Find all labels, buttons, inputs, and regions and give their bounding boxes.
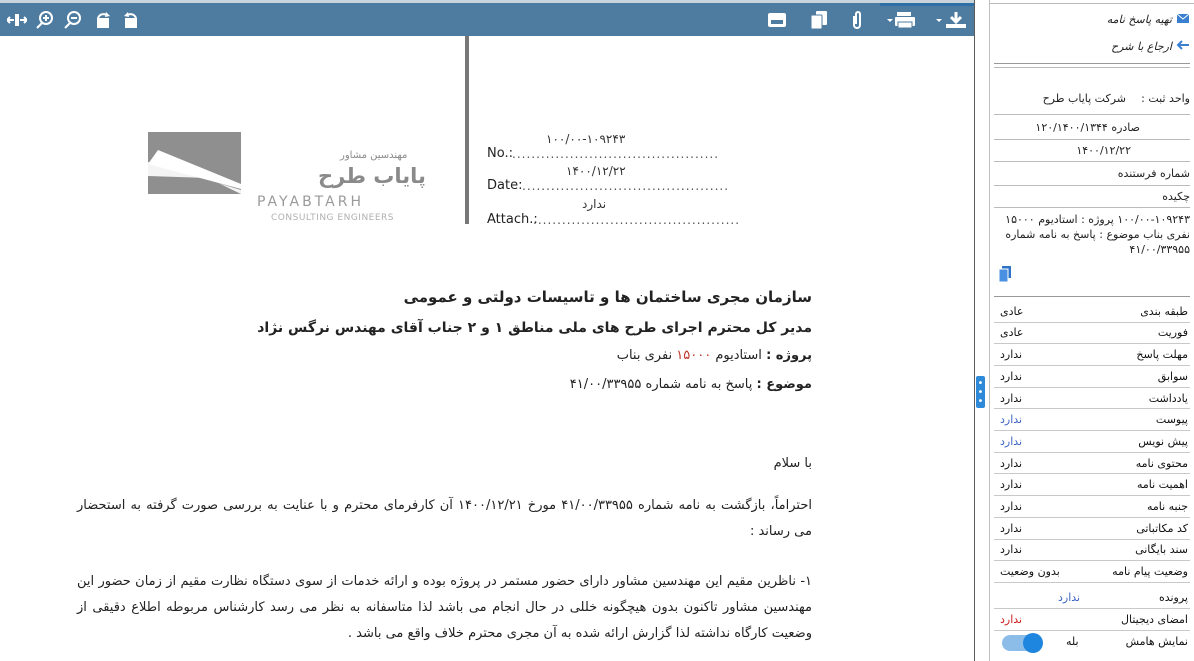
attach-label: Attach.: bbox=[487, 212, 538, 227]
property-row[interactable] bbox=[994, 301, 1190, 323]
property-value: ندارد bbox=[1000, 369, 1023, 383]
margin-value: بله bbox=[1066, 635, 1079, 649]
date-label: Date: bbox=[487, 178, 523, 193]
property-row[interactable] bbox=[994, 453, 1190, 475]
property-row[interactable] bbox=[994, 366, 1190, 388]
property-row[interactable] bbox=[994, 561, 1190, 583]
company-logo-mark bbox=[148, 132, 241, 194]
margin-label: نمایش هامش bbox=[1125, 635, 1188, 649]
letter-page bbox=[0, 36, 975, 661]
attach-value: ندارد bbox=[582, 197, 607, 211]
unit-label: واحد ثبت : bbox=[1141, 92, 1190, 105]
print-preview-icon[interactable] bbox=[765, 7, 789, 33]
property-label: محتوی نامه bbox=[1135, 456, 1188, 470]
paragraph-2: ۱- ناظرین مقیم این مهندسین مشاور دارای حضور مستمر در پروژه بوده و ارائه خدمات از سوی دستگاه نظارت مقیم از زمان حضور این مهندسین مشاور تاکنون بدون هیچگونه خللی در حال انجام می باشد لذا متاسفانه به نظر می رسد کارشناس مربوطه اطلاع دقیقی از وضعیت کارگاه نداشته لذا گزارش ارائه شده به آن مجری محترم خلاف واقع می باشد . bbox=[77, 574, 812, 641]
rotate-right-icon[interactable] bbox=[92, 7, 114, 33]
property-value: بدون وضعیت bbox=[1000, 565, 1060, 579]
refer-arrow-icon bbox=[1176, 40, 1190, 53]
property-label: اهمیت نامه bbox=[1136, 478, 1188, 492]
property-label: جنبه نامه bbox=[1146, 500, 1188, 514]
property-label: وضعیت پیام نامه bbox=[1112, 565, 1188, 579]
property-value: عادی bbox=[1000, 304, 1024, 318]
project-text: استادیوم bbox=[715, 348, 762, 363]
addressee-line: سازمان مجری ساختمان ها و تاسیسات دولتی و عمومی bbox=[403, 288, 812, 306]
unit-value: شرکت پایاب طرح bbox=[1042, 92, 1126, 105]
property-value: عادی bbox=[1000, 326, 1024, 340]
property-label: یادداشت bbox=[1148, 391, 1188, 405]
divider bbox=[994, 207, 1190, 208]
property-row[interactable] bbox=[994, 518, 1190, 540]
property-row[interactable] bbox=[994, 496, 1190, 518]
document-icon[interactable] bbox=[999, 266, 1011, 286]
property-label: سوابق bbox=[1157, 369, 1188, 383]
header-divider bbox=[465, 36, 469, 224]
property-row[interactable] bbox=[994, 410, 1190, 432]
viewer-toolbar bbox=[0, 0, 975, 36]
property-row[interactable] bbox=[994, 344, 1190, 366]
refer-label: ارجاع با شرح bbox=[1111, 40, 1172, 53]
copy-icon[interactable] bbox=[808, 7, 830, 33]
divider bbox=[994, 63, 1190, 64]
logo-text-fa-small: مهندسین مشاور bbox=[340, 150, 408, 161]
rotate-left-icon[interactable] bbox=[120, 7, 142, 33]
signature-label: امضای دیجیتال bbox=[1121, 612, 1188, 626]
folder-value[interactable]: ندارد bbox=[1058, 590, 1081, 604]
reply-icon bbox=[1176, 12, 1190, 27]
project-number: ۱۵۰۰۰ bbox=[676, 348, 712, 363]
property-value: ندارد bbox=[1000, 521, 1023, 535]
property-row[interactable] bbox=[994, 540, 1190, 562]
number-value: ۱۰۰/۰۰-۱۰۹۲۴۳ bbox=[546, 132, 626, 146]
date-dots: ........................................... bbox=[522, 179, 730, 193]
property-row[interactable] bbox=[994, 431, 1190, 453]
property-value: ندارد bbox=[1000, 348, 1023, 362]
divider bbox=[994, 67, 1190, 68]
number-dots: ........................................... bbox=[512, 147, 720, 161]
sender-number-label: شماره فرستنده bbox=[1117, 167, 1190, 180]
splitter-handle-icon[interactable]: • • • bbox=[977, 378, 984, 407]
subject-line bbox=[570, 377, 812, 392]
property-value: ندارد bbox=[1000, 391, 1023, 405]
divider bbox=[994, 139, 1190, 140]
panel-splitter bbox=[975, 0, 989, 661]
greeting: با سلام bbox=[773, 456, 812, 471]
property-row[interactable] bbox=[994, 323, 1190, 345]
toggle-knob bbox=[1023, 633, 1043, 653]
divider bbox=[994, 296, 1190, 297]
subject-text: پاسخ به نامه شماره ۴۱/۰۰/۳۳۹۵۵ bbox=[569, 377, 753, 392]
number-label: No.: bbox=[487, 146, 513, 161]
reply-label: تهیه پاسخ نامه bbox=[1106, 13, 1172, 26]
property-value: ندارد bbox=[1000, 478, 1023, 492]
toolbar-accent-strip bbox=[880, 3, 975, 6]
property-row[interactable] bbox=[994, 388, 1190, 410]
property-label: پیش نویس bbox=[1138, 434, 1188, 448]
property-label: سند بایگانی bbox=[1135, 543, 1188, 557]
property-label: کد مکاتباتی bbox=[1136, 521, 1188, 535]
reply-link[interactable] bbox=[1107, 12, 1190, 27]
panel-top-border bbox=[990, 0, 1194, 4]
signature-value: ندارد bbox=[1000, 612, 1023, 626]
refer-link[interactable] bbox=[1111, 40, 1190, 53]
property-row[interactable] bbox=[994, 475, 1190, 497]
property-value: ندارد bbox=[1000, 543, 1023, 557]
folder-label: پرونده bbox=[1158, 590, 1188, 604]
attach-dots: ........................................... bbox=[533, 213, 741, 227]
property-label: طبقه بندی bbox=[1140, 304, 1188, 318]
recipient-line: مدیر کل محترم اجرای طرح های ملی مناطق ۱ و ۲ جناب آقای مهندس نرگس نژاد bbox=[257, 320, 812, 336]
property-label: پیوست bbox=[1155, 413, 1188, 427]
divider bbox=[994, 161, 1190, 162]
attachment-icon[interactable] bbox=[847, 7, 867, 33]
property-value: ندارد bbox=[1000, 456, 1023, 470]
paragraph-1: احتراماً، بازگشت به نامه شماره ۴۱/۰۰/۳۳۹۵۵ مورخ ۱۴۰۰/۱۲/۲۱ آن کارفرمای محترم و با عنایت به بررسی صورت گرفته به استحضار می رساند : bbox=[77, 498, 812, 539]
logo-text-en: PAYABTARH bbox=[257, 194, 364, 210]
download-icon[interactable] bbox=[933, 7, 969, 33]
project-suffix: نفری بناب bbox=[616, 348, 673, 363]
property-value[interactable]: ندارد bbox=[1000, 434, 1023, 448]
issued-date: ۱۴۰۰/۱۲/۲۲ bbox=[1076, 144, 1131, 157]
logo-text-fa: پایاب طرح bbox=[318, 164, 426, 188]
zoom-in-icon[interactable] bbox=[34, 7, 56, 33]
print-icon[interactable] bbox=[884, 7, 918, 33]
property-value[interactable]: ندارد bbox=[1000, 413, 1023, 427]
folder-row[interactable] bbox=[994, 587, 1190, 609]
subject-label: موضوع : bbox=[756, 377, 812, 392]
divider bbox=[994, 185, 1190, 186]
expand-width-icon[interactable] bbox=[6, 7, 28, 33]
show-margin-toggle[interactable] bbox=[1002, 635, 1042, 651]
project-label: پروژه : bbox=[766, 348, 812, 363]
project-line bbox=[617, 348, 812, 363]
property-value: ندارد bbox=[1000, 500, 1023, 514]
property-label: مهلت پاسخ bbox=[1136, 348, 1188, 362]
zoom-out-icon[interactable] bbox=[62, 7, 84, 33]
summary-text: ۱۰۰/۰۰-۱۰۹۲۴۳ پروژه : استادیوم ۱۵۰۰۰ نفری بناب موضوع : پاسخ به نامه شماره ۴۱/۰۰/۳۳۹۵۵ bbox=[1005, 213, 1190, 256]
issued-number: صادره ۱۲۰/۱۴۰۰/۱۳۴۴ bbox=[1035, 121, 1140, 134]
date-value: ۱۴۰۰/۱۲/۲۲ bbox=[566, 164, 626, 178]
summary-label: چکیده bbox=[1162, 190, 1190, 203]
divider bbox=[994, 114, 1190, 115]
property-label: فوریت bbox=[1157, 326, 1188, 340]
signature-row bbox=[994, 609, 1190, 631]
letter-info-panel bbox=[989, 0, 1194, 661]
logo-text-en-sub: CONSULTING ENGINEERS bbox=[271, 213, 395, 223]
